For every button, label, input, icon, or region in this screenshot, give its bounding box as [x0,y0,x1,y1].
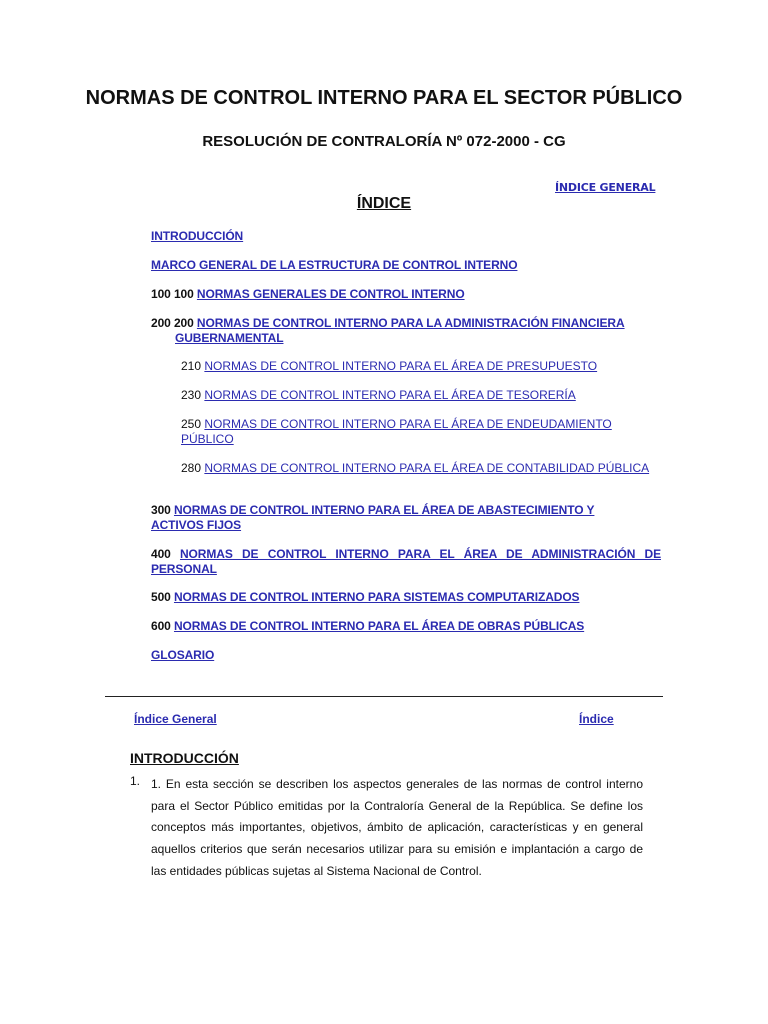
toc-item-marco[interactable] [151,258,666,273]
toc-item-100[interactable] [151,287,666,302]
toc-item-230[interactable] [181,388,651,403]
toc-number: 280 [181,461,205,475]
toc-number: 210 [181,359,205,373]
toc-number: 300 [151,503,174,517]
toc-link-introduccion[interactable]: INTRODUCCIÓN [151,229,244,243]
toc-link-300[interactable]: NORMAS DE CONTROL INTERNO PARA EL ÁREA DE ABASTECIMIENTO Y ACTIVOS FIJOS [151,503,595,532]
toc-item-210[interactable] [181,359,651,374]
toc-item-400[interactable] [151,547,661,577]
toc-link-500[interactable]: NORMAS DE CONTROL INTERNO PARA SISTEMAS COMPUTARIZADOS [173,590,580,604]
toc-link-230[interactable]: NORMAS DE CONTROL INTERNO PARA EL ÁREA DE TESORERÍA [204,388,576,402]
document-subtitle: RESOLUCIÓN DE CONTRALORÍA Nº 072-2000 - CG [202,133,566,150]
toc-number: 100 100 [151,287,197,301]
list-number: 1. [130,774,141,788]
indice-general-link-top[interactable]: ÍNDICE GENERAL [555,181,656,194]
toc-link-600[interactable]: NORMAS DE CONTROL INTERNO PARA EL ÁREA DE OBRAS PÚBLICAS [173,619,585,633]
toc-item-300[interactable] [151,503,631,533]
toc-item-250[interactable] [181,417,641,447]
toc-number: 230 [181,388,205,402]
horizontal-divider [105,696,663,697]
document-title: NORMAS DE CONTROL INTERNO PARA EL SECTOR PÚBLICO [85,87,683,109]
introduction-paragraph: 1. En esta sección se describen los aspectos generales de las normas de control interno para el Sector Público emitidas por la Contraloría General de la República. Se define los conceptos más importantes, objetivos, ámbito de aplicación, características y en general aquellos criterios que serán necesarios utilizar para su emisión e implantación a cargo de las entidades públicas sujetas al Sistema Nacional de Control. [151,777,643,878]
toc-item-introduccion[interactable] [151,229,666,244]
toc-item-500[interactable] [151,590,666,605]
indice-general-link[interactable]: Índice General [134,712,217,726]
toc-link-400[interactable]: NORMAS DE CONTROL INTERNO PARA EL ÁREA DE ADMINISTRACIÓN DE PERSONAL [151,547,661,576]
toc-item-600[interactable] [151,619,666,634]
toc-number: 400 [151,547,180,561]
toc-link-250[interactable]: NORMAS DE CONTROL INTERNO PARA EL ÁREA DE ENDEUDAMIENTO PÚBLICO [181,417,612,446]
toc-number: 600 [151,619,174,633]
index-heading: ÍNDICE [356,195,412,212]
toc-item-glosario[interactable] [151,648,666,663]
toc-number: 200 200 [151,316,197,330]
toc-number: 250 [181,417,205,431]
toc-link-200[interactable]: NORMAS DE CONTROL INTERNO PARA LA ADMINISTRACIÓN FINANCIERA GUBERNAMENTAL [175,316,625,345]
toc-link-210[interactable]: NORMAS DE CONTROL INTERNO PARA EL ÁREA DE PRESUPUESTO [204,359,598,373]
toc-link-glosario[interactable]: GLOSARIO [151,648,215,662]
indice-link[interactable]: Índice [579,712,614,726]
toc-item-280[interactable] [181,461,651,476]
toc-link-100[interactable]: NORMAS GENERALES DE CONTROL INTERNO [196,287,465,301]
toc-item-200[interactable] [151,316,653,346]
toc-number: 500 [151,590,174,604]
section-heading-introduccion: INTRODUCCIÓN [130,750,239,766]
toc-link-280[interactable]: NORMAS DE CONTROL INTERNO PARA EL ÁREA DE CONTABILIDAD PÚBLICA [204,461,650,475]
toc-link-marco[interactable]: MARCO GENERAL DE LA ESTRUCTURA DE CONTROL INTERNO [151,258,518,272]
